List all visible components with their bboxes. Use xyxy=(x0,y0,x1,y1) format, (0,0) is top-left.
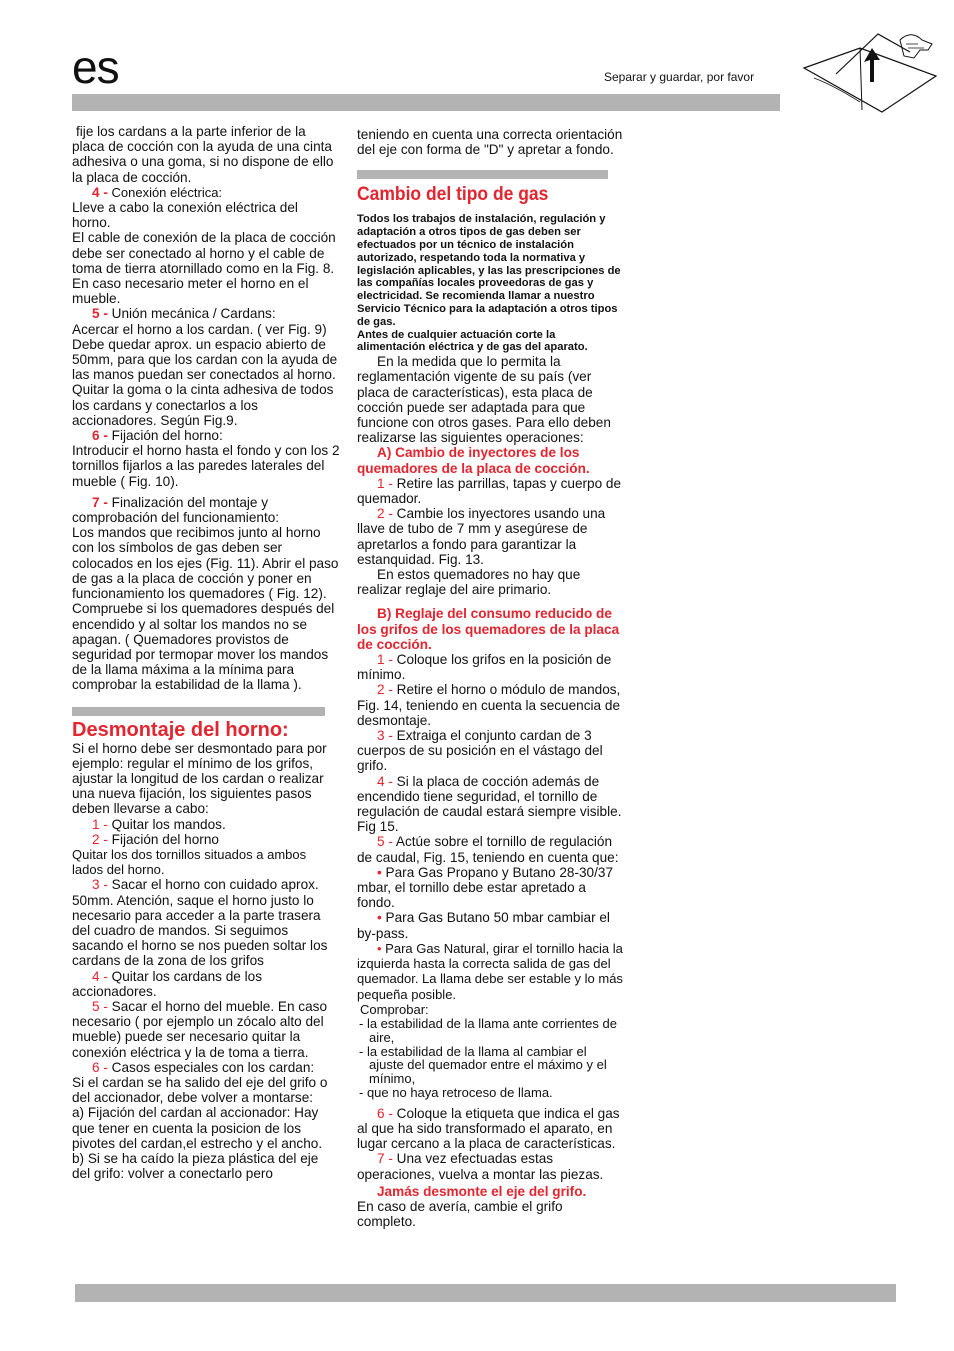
header-notice: Separar y guardar, por favor xyxy=(604,70,755,84)
desmontaje-step-6: 6 - Casos especiales con los cardan: xyxy=(92,1059,315,1075)
step-a2: 2 - Cambie los inyectores usando una llave de tubo de 7 mm y asegúrese de apretarlos a fondo para garantizar la estanquidad. Fig. 13. xyxy=(357,506,606,567)
step-b4: 4 - Si la placa de cocción además de encendido tiene seguridad, el tornillo de regulación de caudal estará siempre visible. Fig 15. xyxy=(357,773,622,835)
check-item-draft: - la estabilidad de la llama ante corrientes de aire, xyxy=(359,1015,617,1045)
power-cut-warning: Antes de cualquier actuación corte la alimentación eléctrica y de gas del aparato. xyxy=(357,328,588,354)
section-divider xyxy=(357,170,608,179)
air-note: En estos quemadores no hay que realizar reglaje del aire primario. xyxy=(357,567,581,598)
step-4-body-2: El cable de conexión de la placa de cocción debe ser conectado al horno y el cable de toma de tierra atornillado como en la Fig. 8. En caso necesario meter el horno en el mueble. xyxy=(72,230,336,307)
subsection-b-title: B) Reglaje del consumo reducido de los grifos de los quemadores de la placa de cocción. xyxy=(357,606,620,652)
section-title-desmontaje: Desmontaje del horno: xyxy=(72,718,289,741)
check-item-flashback: - que no haya retroceso de llama. xyxy=(359,1084,553,1100)
check-label: Comprobar: xyxy=(360,1001,429,1017)
step-6-body: Introducir el horno hasta el fondo y con los 2 tornillos fijarlos a las paredes laterales del mueble ( Fig. 10). xyxy=(72,443,340,489)
step-5-heading: 5 - Unión mecánica / Cardans: xyxy=(92,306,276,322)
continuation-paragraph: teniendo en cuenta una correcta orientación del eje con forma de "D" y apretar a fondo. xyxy=(357,127,623,158)
section-divider xyxy=(72,707,325,716)
bullet-propano-butano: • Para Gas Propano y Butano 28-30/37 mbar, el tornillo debe estar apretado a fondo. xyxy=(357,864,614,911)
desmontaje-step-5: 5 - Sacar el horno del mueble. En caso necesario ( por ejemplo un zócalo alto del mueble) puede ser necesario quitar la conexión eléctrica y la de toma a tierra. xyxy=(72,998,328,1060)
step-b2: 2 - Retire el horno o módulo de mandos, Fig. 14, teniendo en cuenta la secuencia de desmontaje. xyxy=(357,682,621,728)
step-4-heading: 4 - Conexión eléctrica: xyxy=(92,184,223,200)
language-code: es xyxy=(72,41,119,93)
desmontaje-step-6-b: b) Si se ha caído la pieza plástica del eje del grifo: volver a conectarlo pero xyxy=(72,1151,319,1182)
step-7-heading: 7 - Finalización del montaje y comprobación del funcionamiento: xyxy=(72,494,280,526)
step-b6: 6 - Coloque la etiqueta que indica el gas al que ha sido transformado el aparato, en lugar cercano a la placa de características. xyxy=(357,1105,620,1152)
step-b7: 7 - Una vez efectuadas estas operaciones, vuelva a montar las piezas. xyxy=(357,1151,604,1182)
installer-warning: Todos los trabajos de instalación, regulación y adaptación a otros tipos de gas deben ser efectuados por un técnico de instalación autorizado, respetando toda la normativa y legislación aplicables, y las las prescripciones de las compañías locales proveedoras de gas y electricidad. Se recomienda llamar a nuestro Servicio Técnico para la adaptación a otros tipos de gas. xyxy=(357,213,621,328)
right-column xyxy=(357,127,623,1229)
subsection-a-title: A) Cambio de inyectores de los quemadores de la placa de cocción. xyxy=(357,445,590,476)
intro-paragraph: fije los cardans a la parte inferior de la placa de cocción con la ayuda de una cinta adhesiva o una goma, si no dispone de ello la placa de cocción. xyxy=(72,124,334,185)
check-item-adjust: - la estabilidad de la llama al cambiar el ajuste del quemador entre el máximo y el mínimo, xyxy=(359,1043,607,1087)
final-warning: Jamás desmonte el eje del grifo. xyxy=(377,1183,587,1199)
footer-bar xyxy=(75,1284,896,1302)
final-note: En caso de avería, cambie el grifo completo. xyxy=(357,1198,563,1230)
header-bar xyxy=(72,94,780,111)
desmontaje-step-2-body: Quitar los dos tornillos situados a ambos lados del horno. xyxy=(72,846,307,878)
desmontaje-intro: Si el horno debe ser desmontado para por ejemplo: regular el mínimo de los grifos, ajustar la longitud de los cardan o realizar una nueva fijación, los siguientes pasos deben llevarse a cabo: xyxy=(72,740,327,817)
bullet-butano-50: • Para Gas Butano 50 mbar cambiar el by-pass. xyxy=(357,910,610,941)
desmontaje-step-6-body: Si el cardan se ha salido del eje del grifo o del accionador, debe volver a montarse: xyxy=(72,1074,328,1106)
step-7-body: Los mandos que recibimos junto al horno con los símbolos de gas deben ser colocados en los ejes (Fig. 11). Abrir el paso de gas a la placa de cocción y poner en funcionamiento los quemadores ( Fig. 12). Compruebe si los quemadores después del encendido y al soltar los mandos no se apagan. ( Quemadores provistos de seguridad por termopar mover los mandos de la llama máxima a la mínima para comprobar la estabilidad de la llama ). xyxy=(72,525,339,693)
desmontaje-step-4: 4 - Quitar los cardans de los accionadores. xyxy=(72,968,263,999)
hand-folding-paper-icon xyxy=(800,26,940,114)
desmontaje-step-2: 2 - Fijación del horno xyxy=(92,831,219,847)
desmontaje-step-1: 1 - Quitar los mandos. xyxy=(92,816,226,832)
step-b3: 3 - Extraiga el conjunto cardan de 3 cuerpos de su posición en el vástago del grifo. xyxy=(357,728,603,774)
adaptation-intro: En la medida que lo permita la reglamentación vigente de su país (ver placa de características), esta placa de cocción puede ser adaptada para que funcione con otros gases. Para ello deben realizarse las siguientes operaciones: xyxy=(357,354,611,446)
desmontaje-step-3: 3 - Sacar el horno con cuidado aprox. 50mm. Atención, saque el horno justo lo necesario para acceder a la parte trasera del cuadro de mandos. Si seguimos sacando el horno se nos pueden soltar los cardans de la zona de los grifos xyxy=(72,877,328,969)
left-column xyxy=(72,124,340,1181)
step-5-body: Acercar el horno a los cardan. ( ver Fig. 9) Debe quedar aprox. un espacio abierto de 50mm, para que los cardan con la ayuda de las manos puedan ser conectados al horno. Quitar la goma o la cinta adhesiva de todos los cardans y conectarlos a los accionadores. Según Fig.9. xyxy=(72,321,338,428)
step-6-heading: 6 - Fijación del horno: xyxy=(92,428,223,444)
step-b1: 1 - Coloque los grifos en la posición de mínimo. xyxy=(357,652,612,683)
step-a1: 1 - Retire las parrillas, tapas y cuerpo de quemador. xyxy=(357,475,622,506)
step-b5: 5 - Actúe sobre el tornillo de regulación de caudal, Fig. 15, teniendo en cuenta que: xyxy=(357,834,619,865)
bullet-gas-natural: • Para Gas Natural, girar el tornillo hacia la izquierda hasta la correcta salida de gas del quemador. La llama debe ser estable y lo más pequeña posible. xyxy=(357,940,623,1002)
desmontaje-step-6-a: a) Fijación del cardan al accionador: Hay que tener en cuenta la posicion de los pivotes del cardan,el estrecho y el ancho. xyxy=(72,1105,323,1151)
step-4-body: Lleve a cabo la conexión eléctrica del horno. xyxy=(72,200,298,231)
section-title-cambio-gas: Cambio del tipo de gas xyxy=(357,184,549,206)
